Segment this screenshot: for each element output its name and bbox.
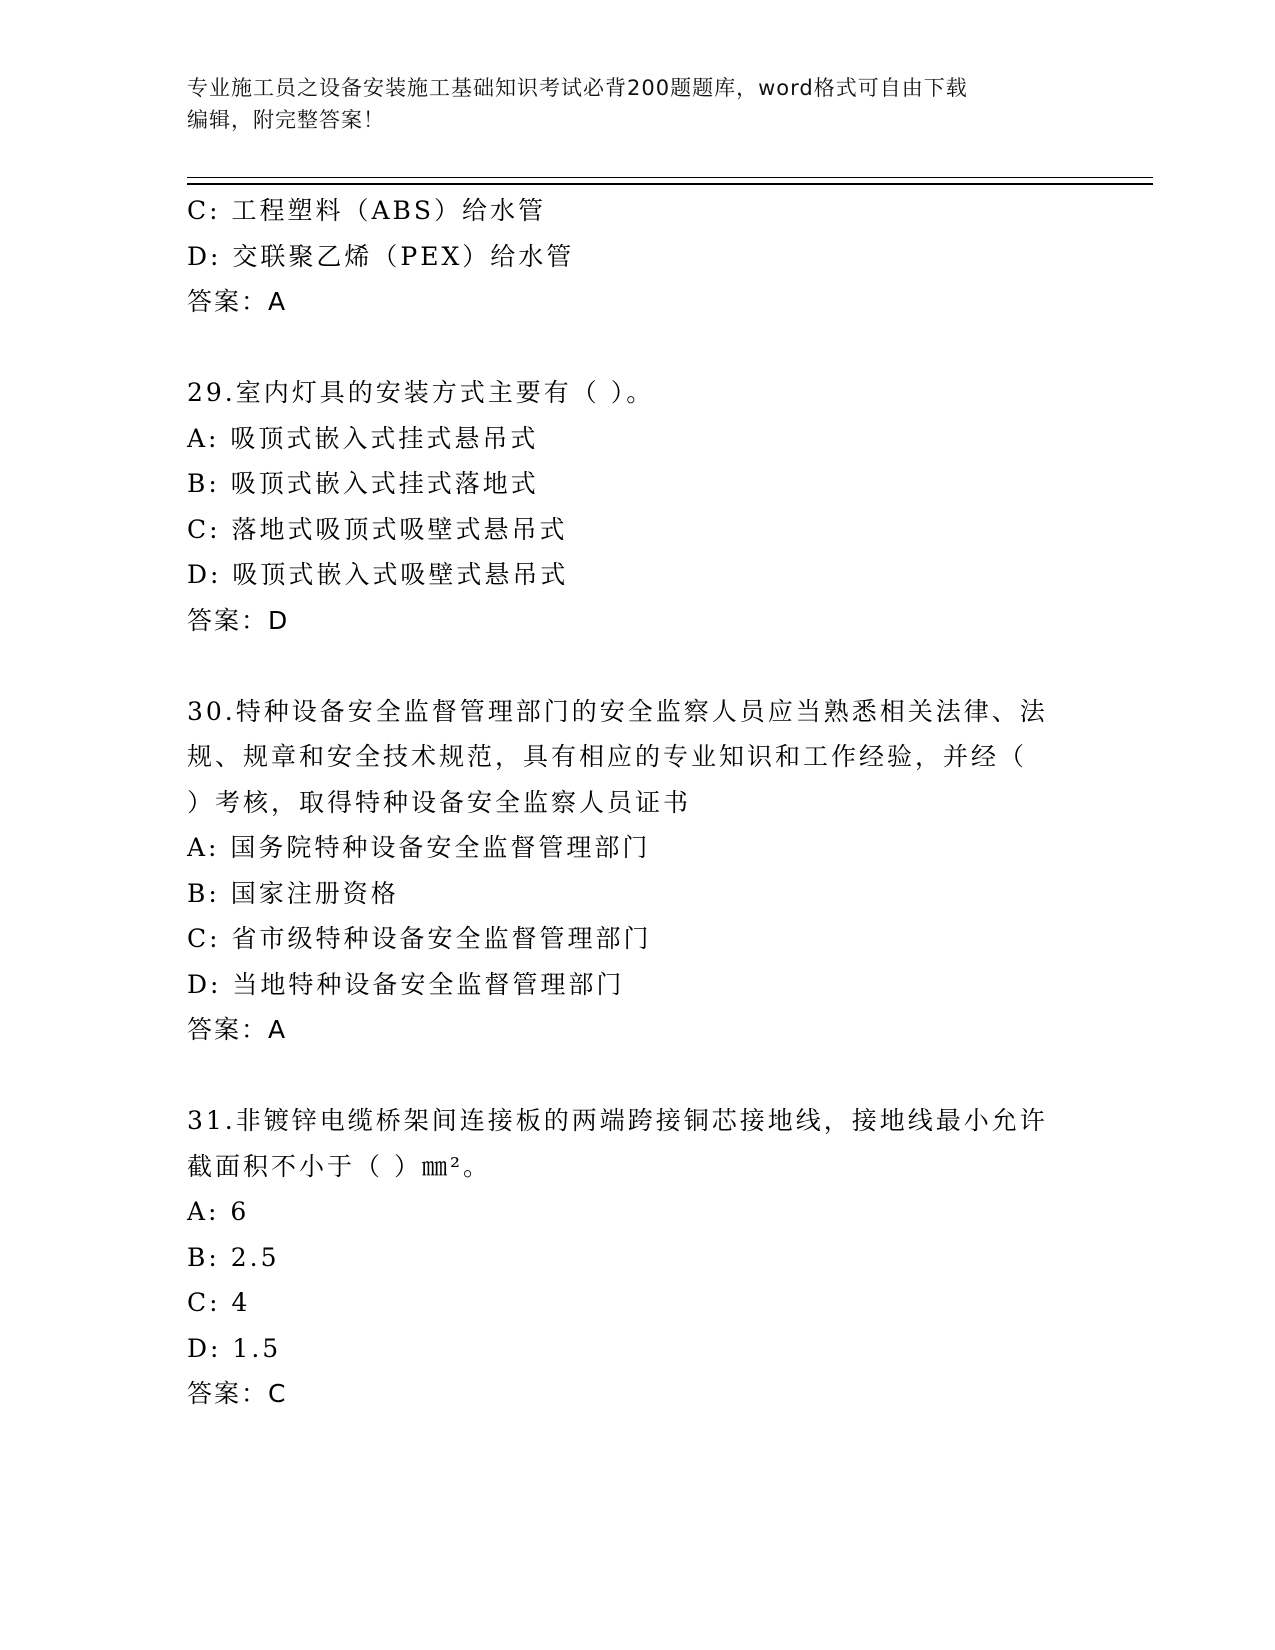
answer-line: 答案：D (187, 605, 290, 635)
question-28-tail (187, 188, 1087, 325)
question-stem: 31.非镀锌电缆桥架间连接板的两端跨接铜芯接地线，接地线最小允许 (187, 1106, 1048, 1135)
question-stem: 29.室内灯具的安装方式主要有（ ）。 (187, 378, 655, 407)
option-c: C: 落地式吸顶式吸壁式悬吊式 (187, 514, 568, 544)
option-d: D: 1.5 (187, 1333, 282, 1363)
option-a: A: 国务院特种设备安全监督管理部门 (187, 833, 651, 862)
question-30 (187, 689, 1087, 1053)
answer-line: 答案：C (187, 1379, 288, 1408)
answer-line: 答案：A (187, 287, 288, 316)
header-divider (187, 177, 1153, 185)
option-c: C: 4 (187, 1288, 251, 1317)
option-d: D: 当地特种设备安全监督管理部门 (187, 969, 625, 999)
question-stem: 30.特种设备安全监督管理部门的安全监察人员应当熟悉相关法律、法 (187, 696, 1048, 726)
option-b: B: 吸顶式嵌入式挂式落地式 (187, 469, 539, 498)
question-stem: ）考核，取得特种设备安全监察人员证书 (187, 787, 692, 817)
question-29 (187, 370, 1087, 643)
question-stem: 截面积不小于（ ）㎜²。 (187, 1151, 491, 1181)
option-d: D: 交联聚乙烯（PEX）给水管 (187, 241, 575, 271)
question-list (187, 188, 1087, 1417)
option-d: D: 吸顶式嵌入式吸壁式悬吊式 (187, 560, 569, 589)
question-31 (187, 1098, 1087, 1417)
answer-line: 答案：A (187, 1015, 288, 1044)
spacer (187, 325, 1087, 371)
document-header (187, 72, 1067, 136)
option-b: B: 国家注册资格 (187, 878, 399, 908)
question-stem: 规、规章和安全技术规范，具有相应的专业知识和工作经验，并经（ (187, 742, 1028, 771)
spacer (187, 1053, 1087, 1099)
option-c: C: 省市级特种设备安全监督管理部门 (187, 924, 652, 953)
spacer (187, 643, 1087, 689)
option-a: A: 6 (187, 1197, 250, 1226)
header-title-line-2: 编辑，附完整答案！ (187, 108, 385, 132)
option-c: C: 工程塑料（ABS）给水管 (187, 196, 547, 225)
option-a: A: 吸顶式嵌入式挂式悬吊式 (187, 423, 539, 453)
option-b: B: 2.5 (187, 1242, 280, 1272)
header-title-line-1: 专业施工员之设备安装施工基础知识考试必背200题题库，word格式可自由下载 (187, 76, 968, 100)
